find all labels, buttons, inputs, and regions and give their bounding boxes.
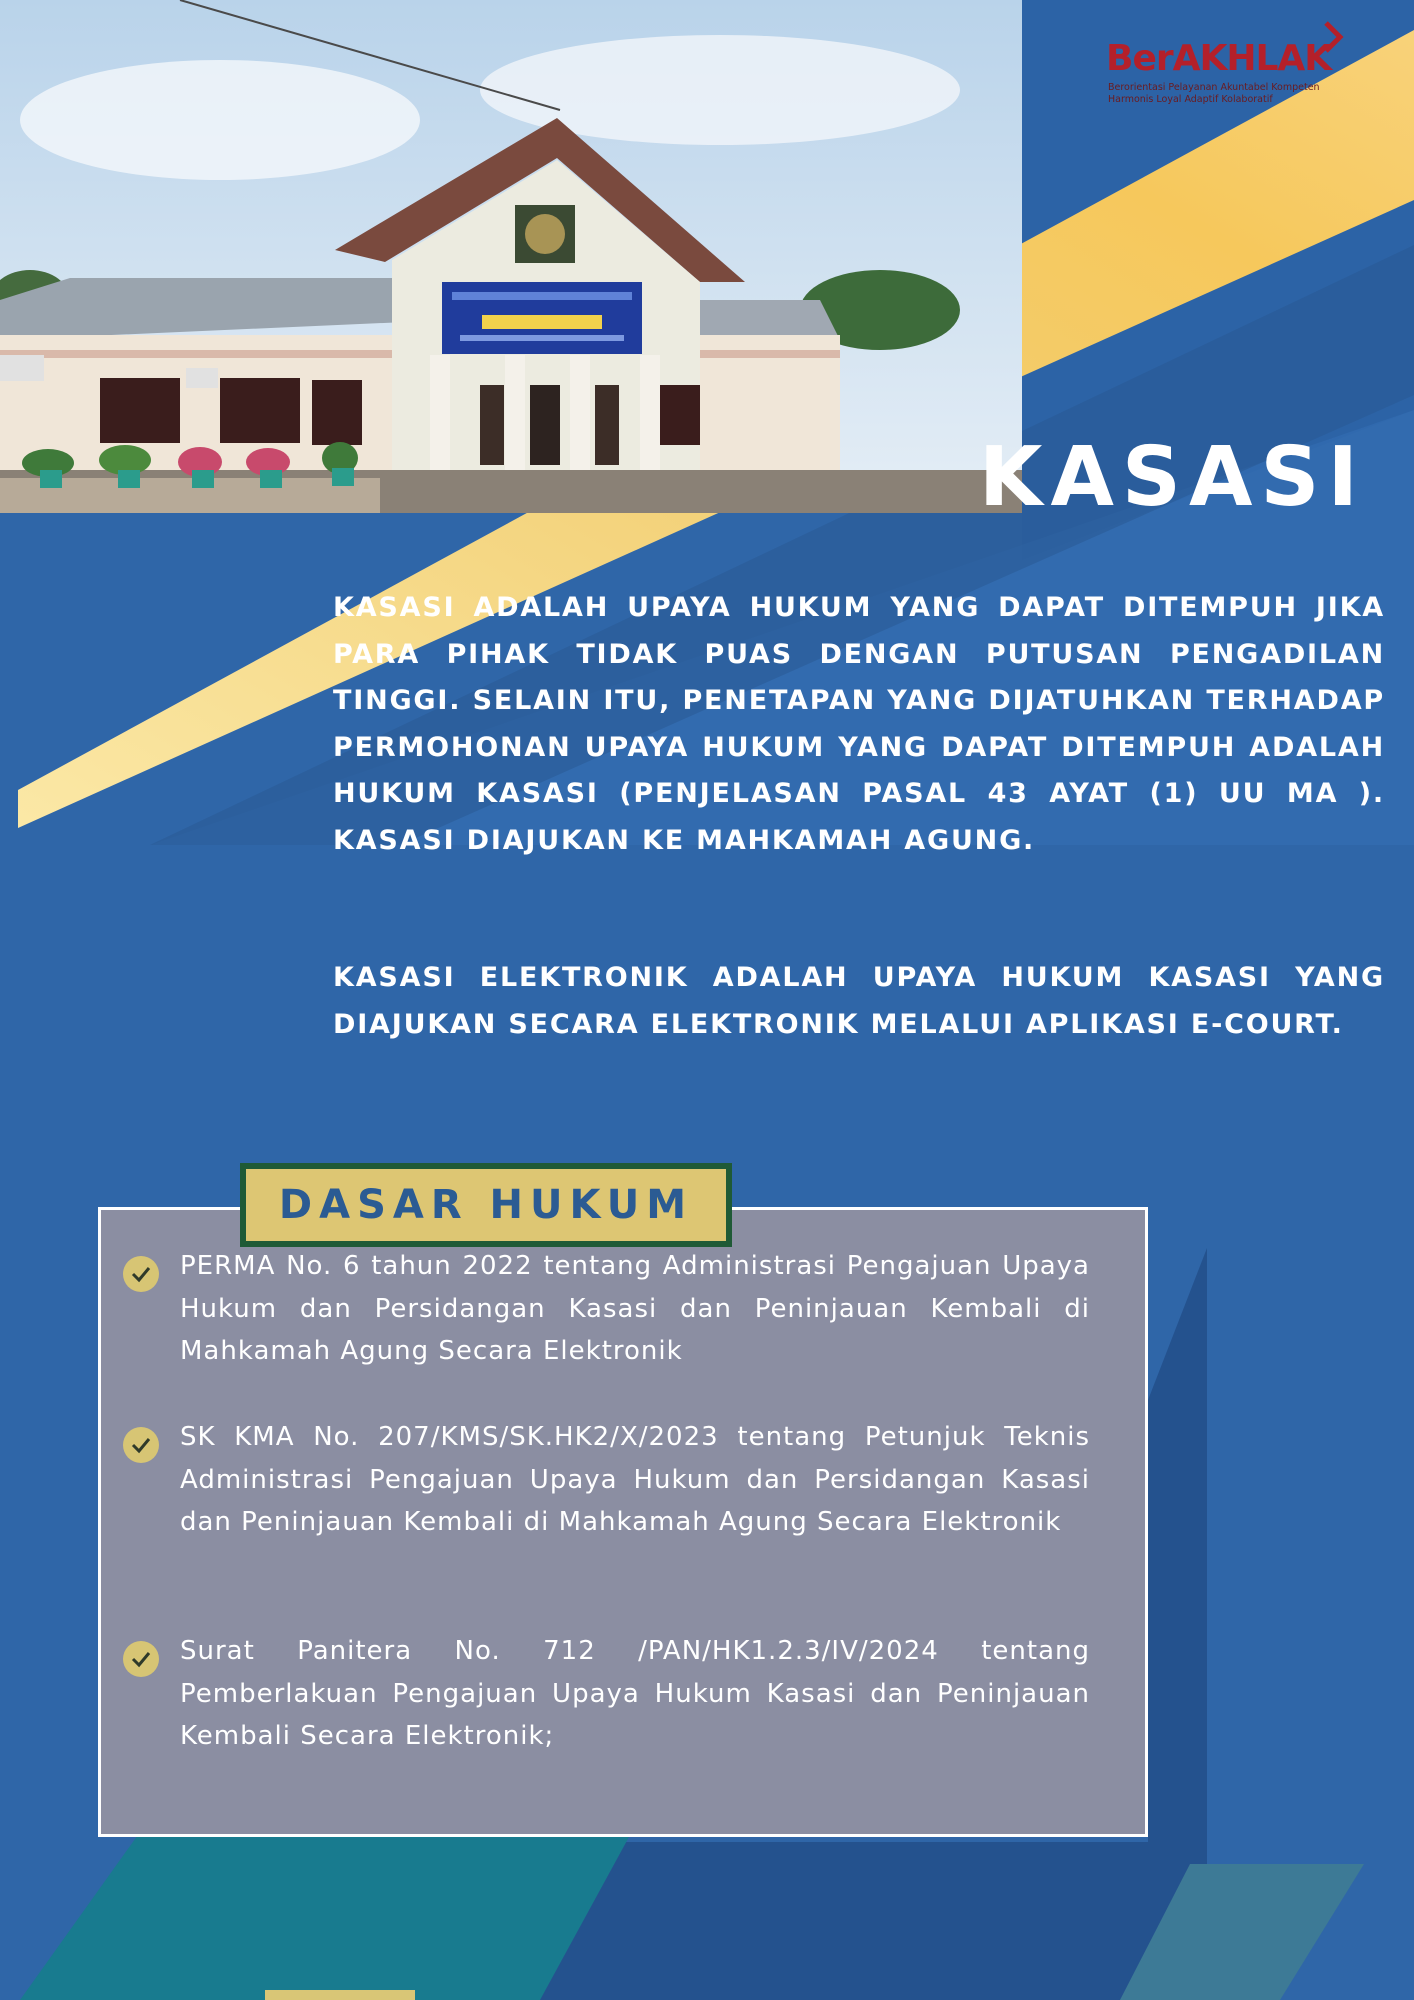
court-building-photo xyxy=(0,0,1022,513)
law-item-text: SK KMA No. 207/KMS/SK.HK2/X/2023 tentang Petunjuk Teknis Administrasi Pengajuan Upaya Hukum dan Persidangan Kasasi dan Peninjauan Kembali di Mahkamah Agung Secara Elektronik xyxy=(180,1422,1090,1537)
check-badge-icon xyxy=(120,1638,162,1680)
check-badge-icon xyxy=(120,1253,162,1295)
logo-tagline: Berorientasi Pelayanan Akuntabel Kompeten Harmonis Loyal Adaptif Kolaboratif xyxy=(1108,82,1320,105)
intro-paragraph-kasasi-elektronik: KASASI ELEKTRONIK ADALAH UPAYA HUKUM KASASI YANG DIAJUKAN SECARA ELEKTRONIK MELALUI APLIKASI E-COURT. xyxy=(333,962,1385,1040)
chevron-right-icon xyxy=(1322,20,1346,54)
intro-paragraph-kasasi: KASASI ADALAH UPAYA HUKUM YANG DAPAT DITEMPUH JIKA PARA PIHAK TIDAK PUAS DENGAN PUTUSAN PENGADILAN TINGGI. SELAIN ITU, PENETAPAN YANG DIJATUHKAN TERHADAP PERMOHONAN UPAYA HUKUM YANG DAPAT DITEMPUH ADALAH HUKUM KASASI (PENJELASAN PASAL 43 AYAT (1) UU MA ). KASASI DIAJUKAN KE MAHKAMAH AGUNG. xyxy=(333,592,1385,856)
page-title: KASASI xyxy=(978,430,1366,525)
gold-bottom-bar xyxy=(265,1990,415,2000)
logo-wordmark: BerAKHLAK xyxy=(1106,38,1332,79)
check-badge-icon xyxy=(120,1424,162,1466)
section-title-badge xyxy=(240,1163,732,1247)
section-title: DASAR HUKUM xyxy=(278,1182,694,1228)
law-item-text: PERMA No. 6 tahun 2022 tentang Administrasi Pengajuan Upaya Hukum dan Persidangan Kasasi dan Peninjauan Kembali di Mahkamah Agung Secara Elektronik xyxy=(180,1251,1090,1366)
berakhlak-logo xyxy=(1100,20,1360,110)
law-item-text: Surat Panitera No. 712 /PAN/HK1.2.3/IV/2024 tentang Pemberlakuan Pengajuan Upaya Hukum Kasasi dan Peninjauan Kembali Secara Elektronik; xyxy=(180,1636,1090,1751)
